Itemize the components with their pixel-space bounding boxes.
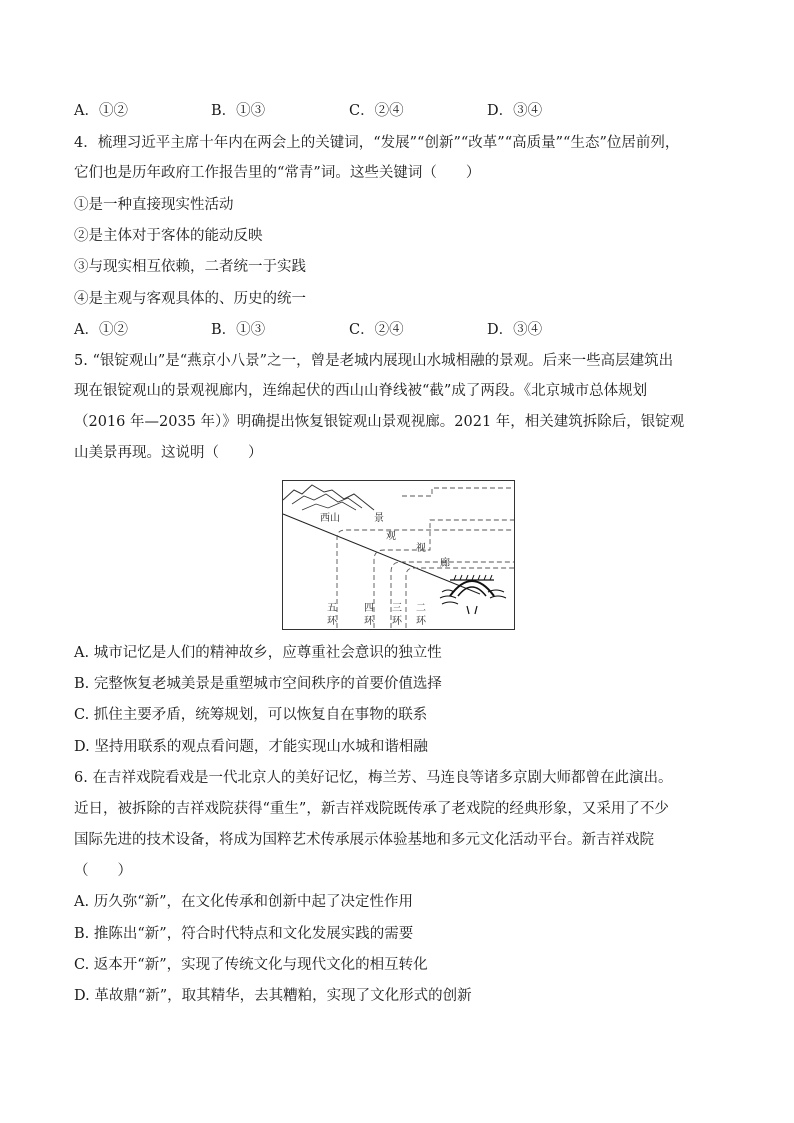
q4-option-b: B．①③ [211, 322, 266, 338]
ring-label-2-bottom: 环 [416, 616, 426, 627]
q6-option-c: C. 返本开“新”，实现了传统文化与现代文化的相互转化 [74, 957, 428, 973]
q5-option-b: B. 完整恢复老城美景是重塑城市空间秩序的首要价值选择 [74, 676, 442, 692]
q5-stem-line-1: 5. “银锭观山”是“燕京小八景”之一，曾是老城内展现山水城相融的景观。后来一些高层建筑出 [74, 353, 674, 369]
corridor-char-4: 廊 [440, 558, 450, 569]
q4-statement-2: ②是主体对于客体的能动反映 [74, 228, 263, 244]
corridor-char-1: 景 [374, 513, 384, 524]
q3-options [74, 101, 542, 121]
q3-option-c: C．②④ [349, 103, 404, 119]
q5-option-c: C. 抓住主要矛盾，统筹规划，可以恢复自在事物的联系 [74, 707, 428, 723]
q4-stem-line-1: 4．梳理习近平主席十年内在两会上的关键词，“发展”“创新”“改革”“高质量”“生态”位居前列， [74, 135, 680, 151]
ring-label-4-bottom: 环 [364, 616, 374, 627]
xishan-label: 西山 [320, 513, 340, 524]
q3-option-b: B．①③ [211, 103, 266, 119]
q5-stem-line-4: 山美景再现。这说明（ ） [74, 445, 263, 461]
q6-stem-line-4: （ ） [74, 863, 132, 879]
q6-stem-line-1: 6. 在吉祥戏院看戏是一代北京人的美好记忆，梅兰芳、马连良等诸多京剧大师都曾在此演出。 [74, 770, 673, 786]
q3-option-d: D．③④ [487, 103, 543, 119]
q6-option-b: B. 推陈出“新”，符合时代特点和文化发展实践的需要 [74, 926, 414, 942]
q4-statement-1: ①是一种直接现实性活动 [74, 197, 234, 213]
ring-label-2-top: 二 [416, 603, 426, 614]
corridor-char-2: 观 [386, 531, 396, 542]
ring-label-5-top: 五 [327, 603, 337, 614]
q6-stem-line-2: 近日，被拆除的吉祥戏院获得“重生”，新吉祥戏院既传承了老戏院的经典形象，又采用了不少 [74, 801, 669, 817]
q4-option-c: C．②④ [349, 322, 404, 338]
ring-label-3-bottom: 环 [392, 616, 402, 627]
q4-stem-line-2: 它们也是历年政府工作报告里的“常青”词。这些关键词（ ） [74, 165, 481, 181]
corridor-char-3: 视 [416, 543, 426, 554]
q6-option-a: A. 历久弥“新”，在文化传承和创新中起了决定性作用 [74, 894, 414, 910]
ring-label-3-top: 三 [392, 603, 402, 614]
q4-options [74, 320, 542, 340]
q3-option-a: A．①② [74, 103, 128, 119]
q5-stem-line-3: （2016 年—2035 年）》明确提出恢复银锭观山景观视廊。2021 年，相关建筑拆除后，银锭观 [74, 414, 685, 430]
ring-label-5-bottom: 环 [327, 616, 337, 627]
q6-option-d: D. 革故鼎“新”，取其精华，去其糟粕，实现了文化形式的创新 [74, 988, 472, 1004]
q4-statement-4: ④是主观与客观具体的、历史的统一 [74, 291, 306, 307]
ring-label-4-top: 四 [364, 603, 374, 614]
q5-stem-line-2: 现在银锭观山的景观视廊内，连绵起伏的西山山脊线被“截”成了两段。《北京城市总体规划 [74, 383, 648, 399]
q4-option-d: D．③④ [487, 322, 543, 338]
q6-stem-line-3: 国际先进的技术设备，将成为国粹艺术传承展示体验基地和多元文化活动平台。新吉祥戏院 [74, 832, 654, 848]
q5-option-a: A. 城市记忆是人们的精神故乡，应尊重社会意识的独立性 [74, 645, 442, 661]
view-corridor-diagram [282, 480, 515, 630]
q4-statement-3: ③与现实相互依赖，二者统一于实践 [74, 259, 306, 275]
q4-option-a: A．①② [74, 322, 128, 338]
q5-option-d: D. 坚持用联系的观点看问题，才能实现山水城和谐相融 [74, 739, 428, 755]
